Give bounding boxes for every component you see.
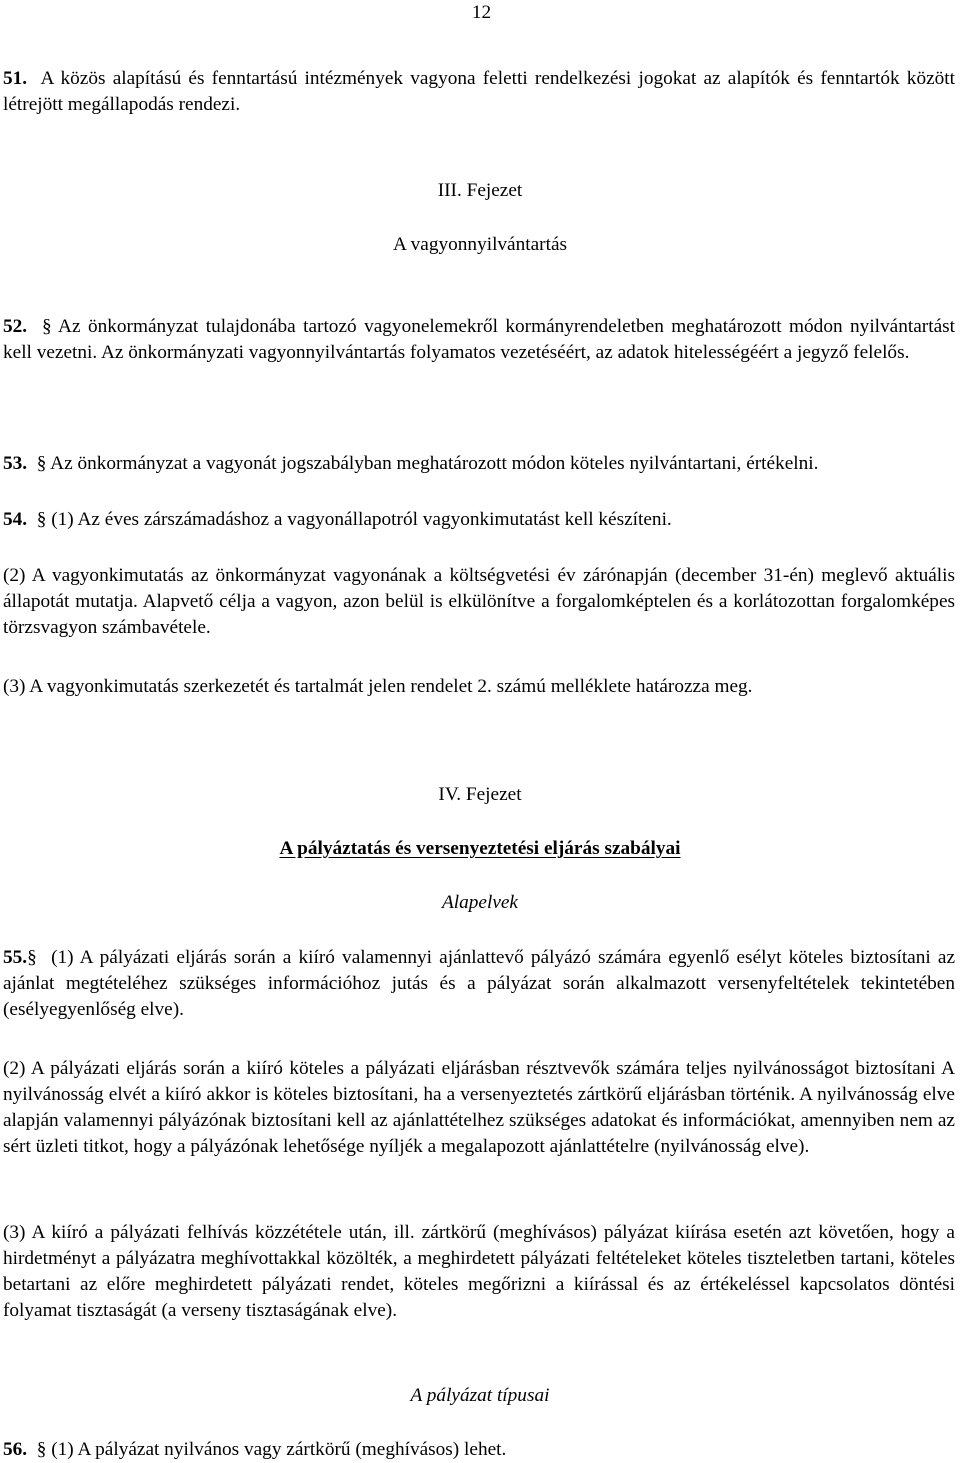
section-number: 52. <box>3 316 28 337</box>
section-54-p1 <box>3 507 955 533</box>
chapter-3-number: III. Fejezet <box>437 180 523 201</box>
section-56 <box>3 1437 955 1463</box>
section-53 <box>3 451 955 477</box>
section-sign: § <box>27 947 37 968</box>
page-number: 12 <box>471 2 492 23</box>
section-sign: § <box>36 509 47 530</box>
chapter-3-title: A vagyonnyilvántartás <box>392 234 568 255</box>
section-number: 53. <box>3 453 28 474</box>
section-number: 51. <box>3 68 28 89</box>
chapter-4-title: A pályáztatás és versenyeztetési eljárás szabályai <box>279 838 681 859</box>
section-54-p3: (3) A vagyonkimutatás szerkezetét és tartalmát jelen rendelet 2. számú melléklete határozza meg. <box>3 676 753 697</box>
section-number: 55. <box>3 947 28 968</box>
section-55-p1 <box>3 945 955 1023</box>
paragraph-text: (1) Az éves zárszámadáshoz a vagyonállapotról vagyonkimutatást kell készíteni. <box>51 509 672 530</box>
section-sign: § <box>36 453 47 474</box>
chapter-4-subtitle: Alapelvek <box>441 892 518 913</box>
section-text: Az önkormányzat a vagyonát jogszabályban meghatározott módon köteles nyilvántartani, értékelni. <box>50 453 819 474</box>
chapter-4-number: IV. Fejezet <box>438 784 522 805</box>
section-52 <box>3 314 955 366</box>
section-55-p2: (2) A pályázati eljárás során a kiíró köteles a pályázati eljárásban résztvevők számára teljes nyilvánosságot biztosítani A nyilvánosság elvét a kiíró akkor is köteles biztosítani, ha a versenyeztetés zártkörű eljárásban történik. A nyilvánosság elve alapján valamennyi pályázónak biztosítani kell az ajánlattételhez szükséges adatokat és információkat, amennyiben nem az sért üzleti titkot, hogy a pályázónak lehetősége nyíljék a megalapozott ajánlattételre (nyilvánosság elve). <box>3 1058 955 1157</box>
section-number: 56. <box>3 1439 28 1460</box>
section-54-p2: (2) A vagyonkimutatás az önkormányzat vagyonának a költségvetési év zárónapján (december 31-én) meglevő aktuális állapotát mutatja. Alapvető célja a vagyon, azon belül is elkülönítve a forgalomképtelen és a korlátozottan forgalomképes törzsvagyon számbavétele. <box>3 565 955 638</box>
subheading-types: A pályázat típusai <box>410 1385 550 1406</box>
section-sign: § <box>42 316 52 337</box>
section-text: (1) A pályázat nyilvános vagy zártkörű (meghívásos) lehet. <box>51 1439 507 1460</box>
paragraph-text: (1) A pályázati eljárás során a kiíró valamennyi ajánlattevő pályázó számára egyenlő esélyt köteles biztosítani az ajánlat megtételéhez szükséges információhoz jutás és a pályázat során alkalmazott versenyfeltételek tekintetében (esélyegyenlőség elve). <box>3 947 955 1020</box>
section-number: 54. <box>3 509 28 530</box>
section-text: Az önkormányzat tulajdonába tartozó vagyonelemekről kormányrendeletben meghatározott módon nyilvántartást kell vezetni. Az önkormányzati vagyonnyilvántartás folyamatos vezetéséért, az adatok hitelességéért a jegyző felelős. <box>3 316 955 363</box>
section-51 <box>3 66 955 118</box>
section-55-p3: (3) A kiíró a pályázati felhívás közzététele után, ill. zártkörű (meghívásos) pályázat kiírása esetén azt követően, hogy a hirdetményt a pályázatra meghívottakkal közölték, a meghirdetett pályázati feltételeket köteles tiszteletben tartani, köteles betartani az előre meghirdetett pályázati rendet, köteles megőrizni a kiírással és az értékeléssel kapcsolatos döntési folyamat tisztaságát (a verseny tisztaságának elve). <box>3 1222 955 1321</box>
section-text: A közös alapítású és fenntartású intézmények vagyona feletti rendelkezési jogokat az alapítók és fenntartók között létrejött megállapodás rendezi. <box>3 68 956 115</box>
section-sign: § <box>36 1439 47 1460</box>
